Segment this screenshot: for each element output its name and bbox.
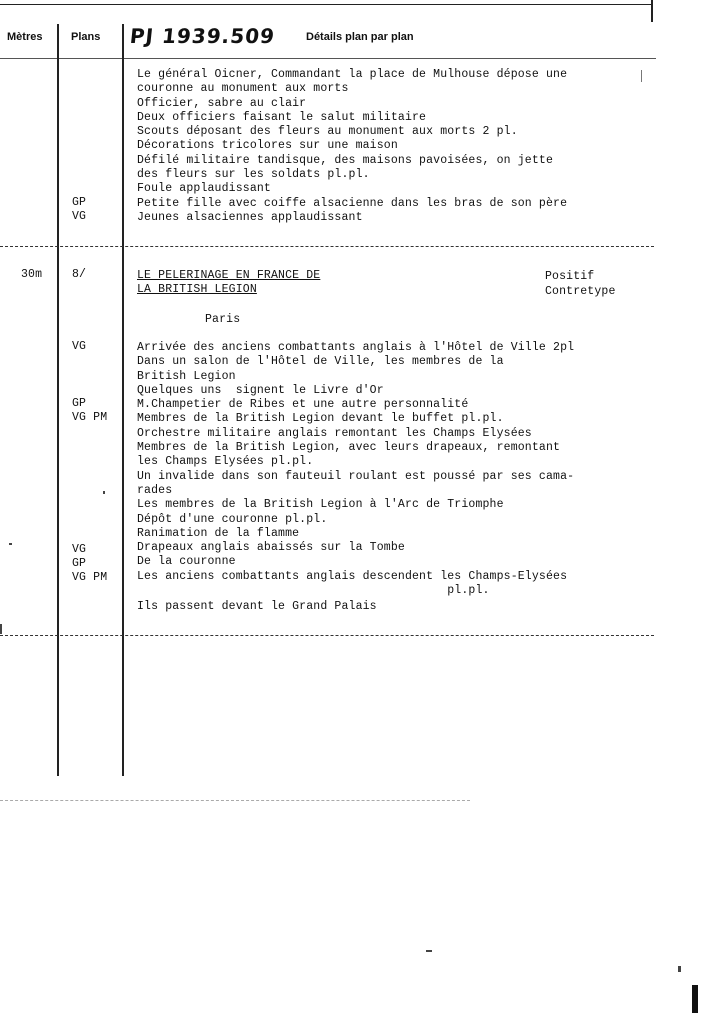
scan-speck xyxy=(0,624,2,634)
description-line: Membres de la British Legion, avec leurs drapeaux, remontant xyxy=(137,441,561,455)
description-line: Drapeaux anglais abaissés sur la Tombe xyxy=(137,541,405,555)
section2-format-positif: Positif xyxy=(545,270,595,283)
description-line: Les anciens combattants anglais descendent les Champs-Elysées xyxy=(137,569,568,583)
right-border xyxy=(651,0,653,22)
section2-plan: VG xyxy=(72,340,87,353)
right-margin-mark xyxy=(641,70,642,82)
description-line: Foule applaudissant xyxy=(137,182,271,196)
scan-speck xyxy=(9,543,12,545)
description-line: Quelques uns signent le Livre d'Or xyxy=(137,383,384,397)
description-line: British Legion xyxy=(137,369,236,383)
section2-description xyxy=(137,341,574,615)
description-line: Un invalide dans son fauteuil roulant est poussé par ses cama- xyxy=(137,469,575,483)
description-line: M.Champetier de Ribes et une autre personnalité xyxy=(137,398,469,412)
scan-edge xyxy=(692,985,698,1013)
description-line: Décorations tricolores sur une maison xyxy=(137,139,398,153)
description-line: Les membres de la British Legion à l'Arc de Triomphe xyxy=(137,498,504,512)
description-line: Scouts déposant des fleurs au monument aux morts 2 pl. xyxy=(137,125,518,139)
section2-number: 8/ xyxy=(72,268,87,281)
column-divider-metres xyxy=(57,24,59,776)
scan-speck xyxy=(678,966,681,972)
description-line: Petite fille avec coiffe alsacienne dans les bras de son père xyxy=(137,196,568,210)
section2-title-line1: LE PELERINAGE EN FRANCE DE xyxy=(137,269,321,282)
section2-format-contretype: Contretype xyxy=(545,285,616,298)
scan-dash-artifact xyxy=(0,800,470,801)
section1-plan-vg: VG xyxy=(72,210,87,223)
section2-metres: 30m xyxy=(21,268,43,281)
column-header-plans: Plans xyxy=(71,31,101,43)
description-line: Ils passent devant le Grand Palais xyxy=(137,600,377,614)
column-divider-plans xyxy=(122,24,124,776)
description-line: Deux officiers faisant le salut militaire xyxy=(137,110,427,124)
section1-plan-gp: GP xyxy=(72,196,87,209)
header-rule xyxy=(0,58,656,59)
section2-location: Paris xyxy=(205,313,241,326)
section2-plan: VG PM xyxy=(72,571,108,584)
handwritten-reference: PJ 1939.509 xyxy=(128,24,277,48)
section-separator xyxy=(0,246,654,247)
section-separator xyxy=(0,635,654,636)
description-line: Dépôt d'une couronne pl.pl. xyxy=(137,512,328,526)
section2-plan: GP xyxy=(72,557,87,570)
section2-title-line2: LA BRITISH LEGION xyxy=(137,283,257,296)
top-border xyxy=(0,4,651,5)
description-line: rades xyxy=(137,483,173,497)
section2-plan: VG xyxy=(72,543,87,556)
column-header-metres: Mètres xyxy=(7,31,43,43)
description-line: Orchestre militaire anglais remontant les Champs Elysées xyxy=(137,426,532,440)
scan-speck xyxy=(103,491,105,494)
description-line: Arrivée des anciens combattants anglais à l'Hôtel de Ville 2pl xyxy=(137,341,575,354)
section2-plan: GP xyxy=(72,397,87,410)
description-line: Défilé militaire tandisque, des maisons pavoisées, on jette xyxy=(137,153,554,167)
description-line: couronne au monument aux morts xyxy=(137,82,349,96)
description-line: Membres de la British Legion devant le buffet pl.pl. xyxy=(137,412,504,426)
description-line: De la couronne xyxy=(137,555,236,569)
scan-speck xyxy=(426,950,432,952)
page-title: Détails plan par plan xyxy=(306,31,414,43)
description-line: Jeunes alsaciennes applaudissant xyxy=(137,210,363,224)
section2-plan: VG PM xyxy=(72,411,108,424)
description-line: Officier, sabre au clair xyxy=(137,96,307,110)
description-line: pl.pl. xyxy=(137,584,490,598)
description-line: des fleurs sur les soldats pl.pl. xyxy=(137,168,370,182)
description-line: Dans un salon de l'Hôtel de Ville, les membres de la xyxy=(137,355,504,369)
description-line: les Champs Elysées pl.pl. xyxy=(137,455,314,469)
description-line: Ranimation de la flamme xyxy=(137,526,300,540)
section1-description xyxy=(137,68,567,225)
description-line: Le général Oicner, Commandant la place de Mulhouse dépose une xyxy=(137,68,568,81)
